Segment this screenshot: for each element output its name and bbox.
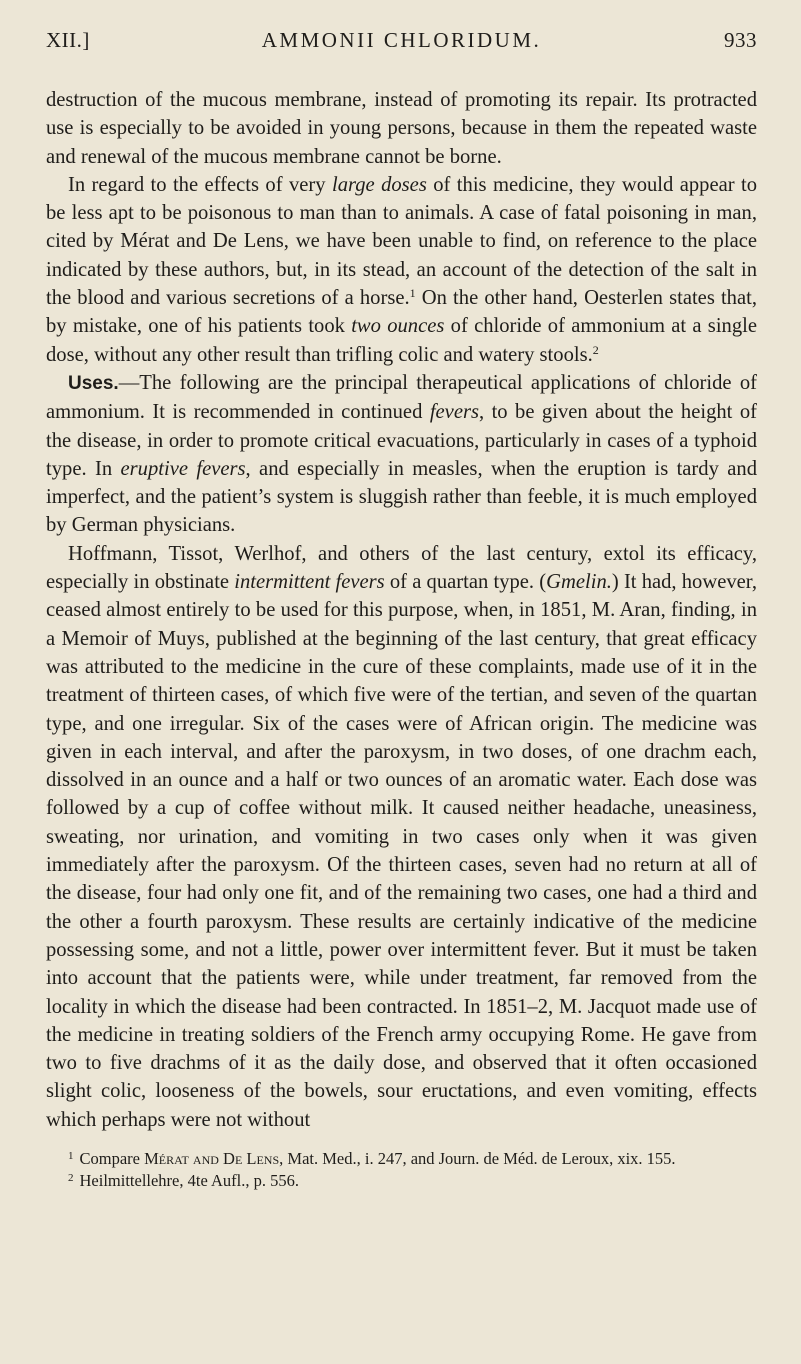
paragraph-uses: Uses.—The following are the principal therapeutical applications of chloride of ammonium. It is recommended in continued fevers, to be given about the height of the disease, in order to promote critical evacuations, particularly in cases of a typhoid type. In eruptive fevers, and especially in measles, when the eruption is tardy and imperfect, and the patient’s system is sluggish rather than feeble, it is much employed by German physicians. xyxy=(46,371,757,537)
footnote-ref-2[interactable]: 2 xyxy=(592,342,599,357)
citation-gmelin: Gmelin. xyxy=(546,571,612,594)
paragraph-large-doses: In regard to the effects of very large doses of this medicine, they would appear to be less apt to be poisonous to man than to animals. A case of fatal poisoning in man, cited by Mérat and De Lens, we have been unable to find, on reference to the place indicated by these authors, but, in its stead, an account of the detection of the salt in the blood and various secretions of a horse.$^1$ On the other hand, Oesterlen states that, by mistake, one of his patients took two ounces of chloride of ammonium at a single dose, without any other result than trifling colic and watery stools.$^2$ xyxy=(46,173,757,366)
emphasis: fevers xyxy=(429,401,479,424)
running-header xyxy=(46,0,757,86)
chapter-number: XII.] xyxy=(46,28,90,52)
emphasis: two ounces xyxy=(351,315,445,338)
page-number: 933 xyxy=(724,28,757,52)
footnote-2: $^2$ Heilmittellehre, 4te Aufl., p. 556. xyxy=(68,1170,299,1190)
author-names: Mérat and De Lens xyxy=(144,1148,280,1168)
footnote-marker: 2 xyxy=(68,1171,74,1184)
running-title: AMMONII CHLORIDUM. xyxy=(261,28,542,52)
body-text xyxy=(46,86,757,1134)
emphasis: eruptive fevers xyxy=(120,457,246,480)
footnotes xyxy=(46,1148,757,1192)
emphasis: large doses xyxy=(331,173,427,196)
section-heading-uses: Uses. xyxy=(68,372,119,394)
footnote-1: $^1$ Compare Mérat and De Lens, Mat. Med., i. 247, and Journ. de Méd. de Leroux, xix. 155. xyxy=(68,1148,676,1168)
emphasis: intermittent fevers xyxy=(234,571,385,594)
footnote-ref-1[interactable]: 1 xyxy=(409,286,416,301)
paragraph-continued: destruction of the mucous membrane, instead of promoting its repair. Its protracted use is especially to be avoided in young persons, because in them the repeated waste and renewal of the mucous membrane cannot be borne. xyxy=(46,89,757,168)
paragraph-intermittent-fevers: Hoffmann, Tissot, Werlhof, and others of the last century, extol its efficacy, especially in obstinate intermittent fevers of a quartan type. (Gmelin.) It had, however, ceased almost entirely to be used for this purpose, when, in 1851, M. Aran, finding, in a Memoir of Muys, published at the beginning of the last century, that great efficacy was attributed to the medicine in the cure of these complaints, made use of it in the treatment of thirteen cases, of which five were of the tertian, and seven of the quartan type, and one irregular. Six of the cases were of African origin. The medicine was given in each interval, and after the paroxysm, in two doses, of one drachm each, dissolved in an ounce and a half or two ounces of an aromatic water. Each dose was followed by a cup of coffee without milk. It caused neither headache, uneasiness, sweating, nor urination, and vomiting in two cases only when it was given immediately after the paroxysm. Of the thirteen cases, seven had no return at all of the disease, four had only one fit, and of the remaining two cases, one had a third and the other a fourth paroxysm. These results are certainly indicative of the medicine possessing some, and not a little, power over intermittent fever. But it must be taken into account that the patients were, while under treatment, far removed from the locality in which the disease had been contracted. In 1851–2, M. Jacquot made use of the medicine in treating soldiers of the French army occupying Rome. He gave from two to five drachms of it as the daily dose, and observed that it often occasioned slight colic, looseness of the bowels, sour eructations, and even vomiting, effects which perhaps were not without xyxy=(46,542,757,1131)
footnote-marker: 1 xyxy=(68,1149,74,1162)
